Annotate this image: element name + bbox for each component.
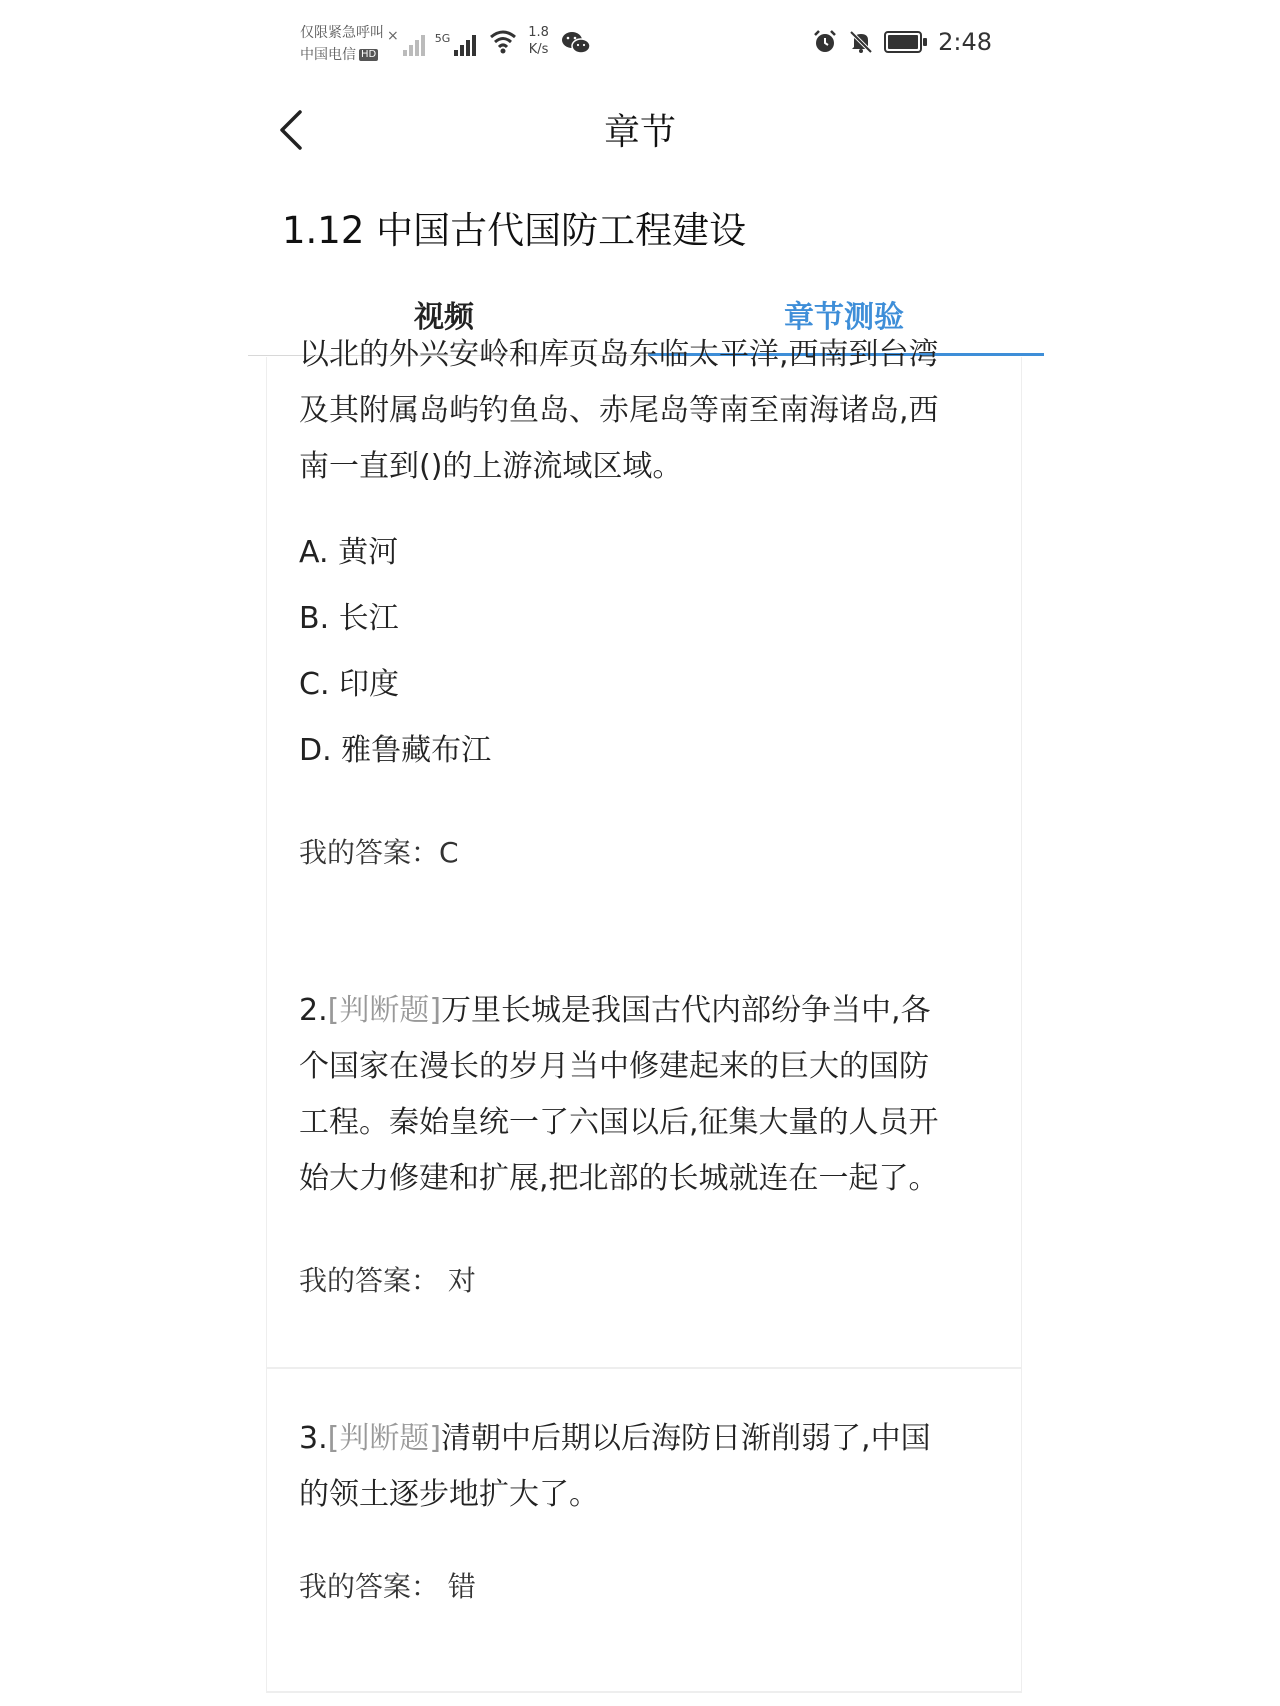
question-2-line: 万里长城是我国古代内部纷争当中,各 [441, 993, 931, 1028]
battery-icon [884, 30, 928, 54]
option-b[interactable]: B. 长江 [299, 601, 399, 636]
tab-video[interactable]: 视频 [414, 300, 474, 335]
question-1-line: 以北的外兴安岭和库页岛东临太平洋,西南到台湾 [299, 337, 939, 372]
network-speed [528, 24, 549, 58]
wifi-icon [488, 26, 518, 56]
chapter-title: 1.12 中国古代国防工程建设 [282, 209, 747, 252]
speed-unit: K/s [528, 42, 549, 57]
question-1-text [299, 337, 999, 527]
question-3-text [299, 1411, 999, 1523]
status-right [812, 28, 992, 56]
option-c[interactable]: C. 印度 [299, 667, 400, 702]
wechat-icon [561, 30, 591, 56]
quiz-list[interactable] [266, 337, 1022, 1706]
question-card-1 [266, 337, 1022, 939]
tab-chapter-quiz[interactable]: 章节测验 [784, 300, 904, 335]
carrier-name: 中国电信 [300, 47, 356, 63]
alarm-icon [812, 29, 838, 55]
signal-icon [454, 22, 478, 56]
question-2-line: 个国家在漫长的岁月当中修建起来的巨大的国防 [299, 1049, 929, 1084]
hd-badge: HD [361, 49, 377, 60]
question-1-line: 南一直到()的上游流域区域。 [299, 449, 683, 484]
carrier-info [300, 22, 384, 66]
question-2-text [299, 983, 999, 1207]
page-title: 章节 [603, 112, 676, 153]
no-sim-icon: × [387, 28, 399, 44]
my-answer-2: 我的答案： 对 [299, 1264, 476, 1297]
speed-value: 1.8 [528, 25, 549, 40]
my-answer-1: 我的答案：C [299, 836, 459, 869]
question-2-line: 始大力修建和扩展,把北部的长城就连在一起了。 [299, 1161, 939, 1196]
status-bar [0, 0, 1280, 90]
question-card-3 [266, 1369, 1022, 1693]
network-type-label: 5G [434, 32, 451, 45]
question-number: 3. [299, 1421, 328, 1456]
question-3-line: 的领土逐步地扩大了。 [299, 1477, 599, 1512]
carrier-emergency-text: 仅限紧急呼叫 [300, 25, 384, 41]
signal-icon-sim2 [403, 22, 427, 56]
question-2-line: 工程。秦始皇统一了六国以后,征集大量的人员开 [299, 1105, 939, 1140]
status-left [300, 22, 591, 66]
option-d[interactable]: D. 雅鲁藏布江 [299, 733, 492, 768]
question-3-line: 清朝中后期以后海防日渐削弱了,中国 [441, 1421, 931, 1456]
question-1-line: 及其附属岛屿钓鱼岛、赤尾岛等南至南海诸岛,西 [299, 393, 939, 428]
option-a[interactable]: A. 黄河 [299, 535, 399, 570]
status-time: 2:48 [938, 28, 992, 56]
question-card-2 [266, 937, 1022, 1369]
question-type-label: [判断题] [327, 993, 442, 1028]
question-number: 2. [299, 993, 328, 1028]
my-answer-3: 我的答案： 错 [299, 1570, 476, 1603]
question-type-label: [判断题] [327, 1421, 442, 1456]
mute-icon [848, 29, 874, 55]
